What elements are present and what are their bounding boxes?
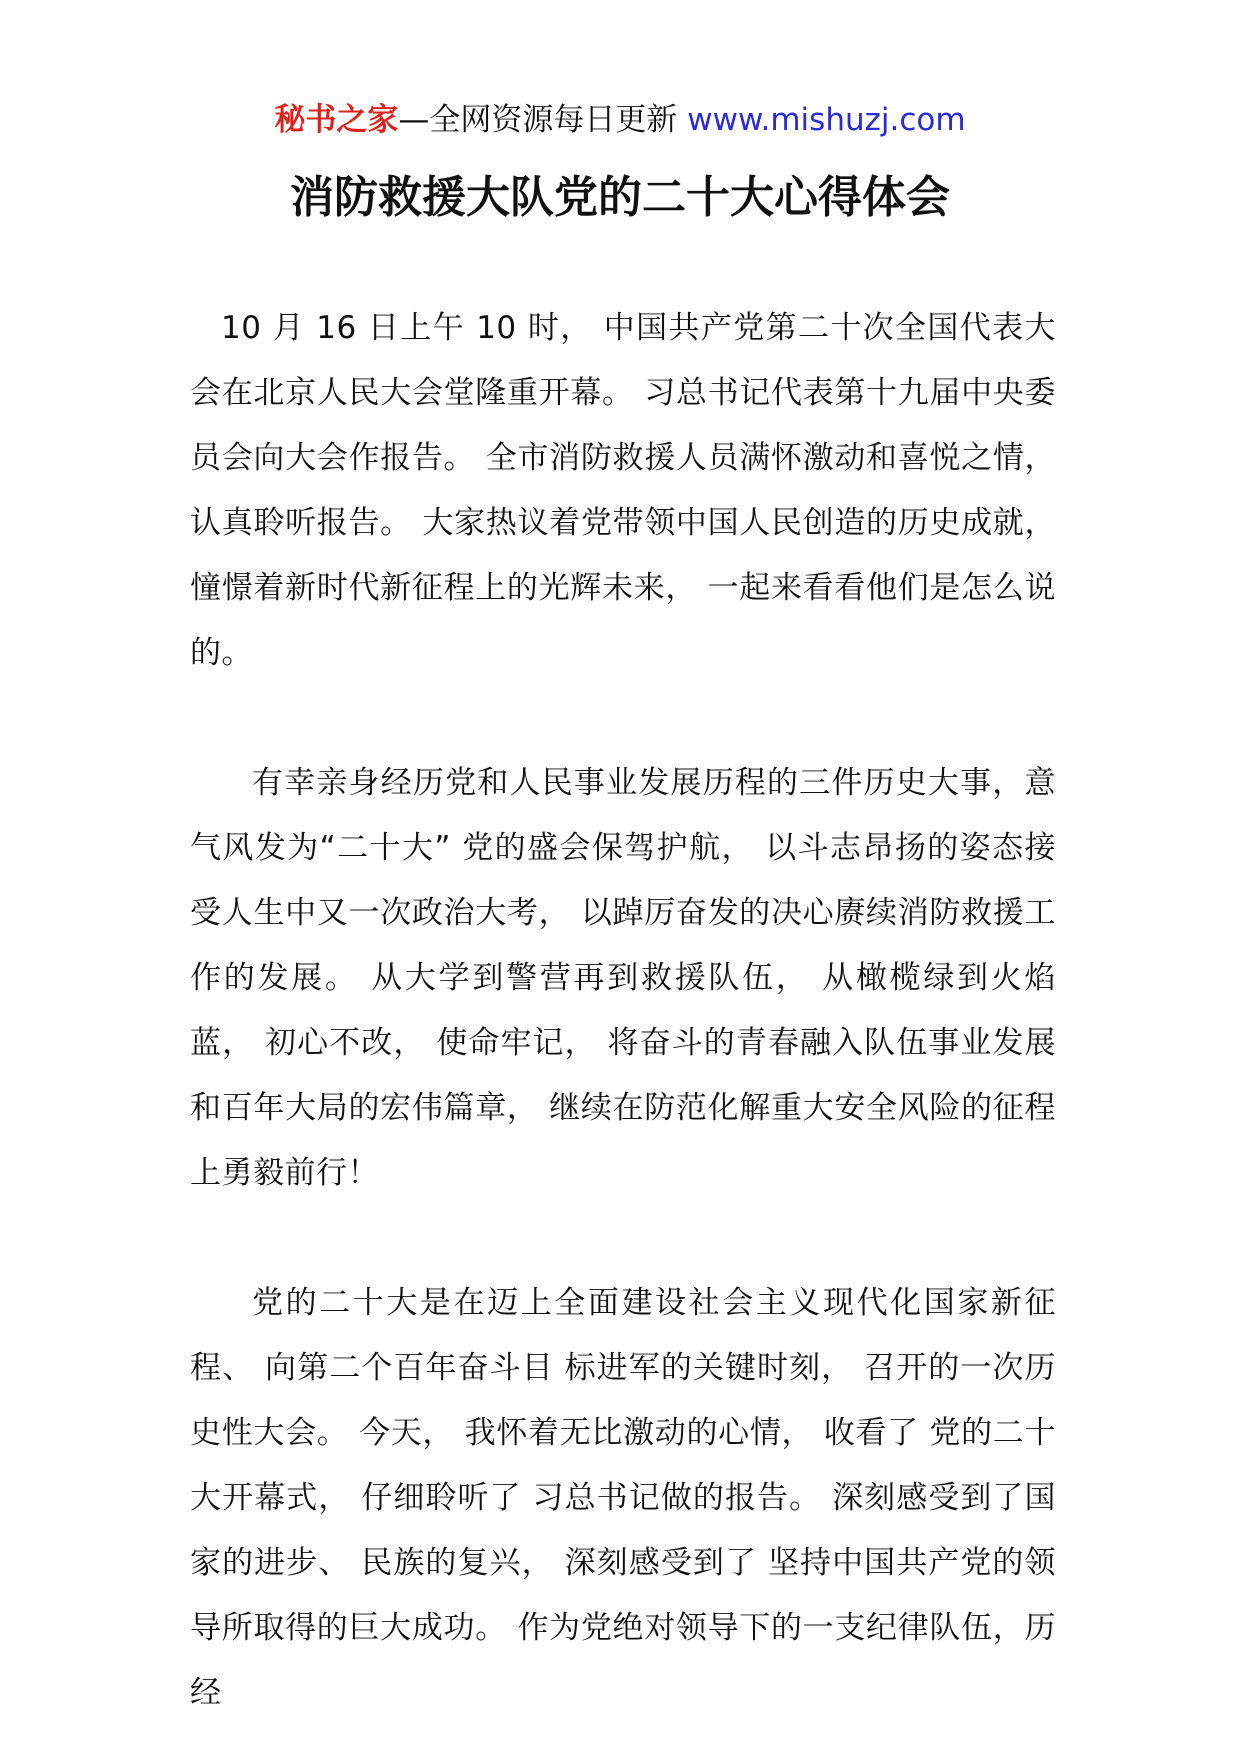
site-url-link[interactable]: www.mishuzj.com	[687, 102, 966, 138]
brand-name: 秘书之家	[274, 102, 399, 138]
document-title: 消防救援大队党的二十大心得体会	[290, 172, 950, 223]
site-header	[0, 100, 1240, 140]
paragraph-2: 有幸亲身经历党和人民事业发展历程的三件历史大事，意气风发为“二十大” 党的盛会保驾护航， 以斗志昂扬的姿态接受人生中又一次政治大考， 以踔厉奋发的决心赓续消防救援工作的发展。 从大学到警营再到救援队伍， 从橄榄绿到火焰蓝， 初心不改， 使命牢记， 将奋斗的青春融入队伍事业发展和百年大局的宏伟篇章， 继续在防范化解重大安全风险的征程上勇毅前行！	[190, 765, 1056, 1191]
paragraph-3: 党的二十大是在迈上全面建设社会主义现代化国家新征程、 向第二个百年奋斗目 标进军的关键时刻， 召开的一次历史性大会。 今天， 我怀着无比激动的心情， 收看了 党的二十大开幕式， 仔细聆听了 习总书记做的报告。 深刻感受到了国家的进步、 民族的复兴， 深刻感受到了 坚持中国共产党的领导所取得的巨大成功。 作为党绝对领导下的一支纪律队伍，历经	[190, 1285, 1056, 1711]
paragraph-1: 10 月 16 日上午 10 时， 中国共产党第二十次全国代表大会在北京人民大会堂隆重开幕。 习总书记代表第十九届中央委员会向大会作报告。 全市消防救援人员满怀激动和喜悦之情，认真聆听报告。 大家热议着党带领中国人民创造的历史成就，憧憬着新时代新征程上的光辉未来， 一起来看看他们是怎么说的。	[190, 310, 1056, 671]
document-body	[190, 296, 1056, 1726]
brand-slogan: —全网资源每日更新	[398, 102, 678, 138]
